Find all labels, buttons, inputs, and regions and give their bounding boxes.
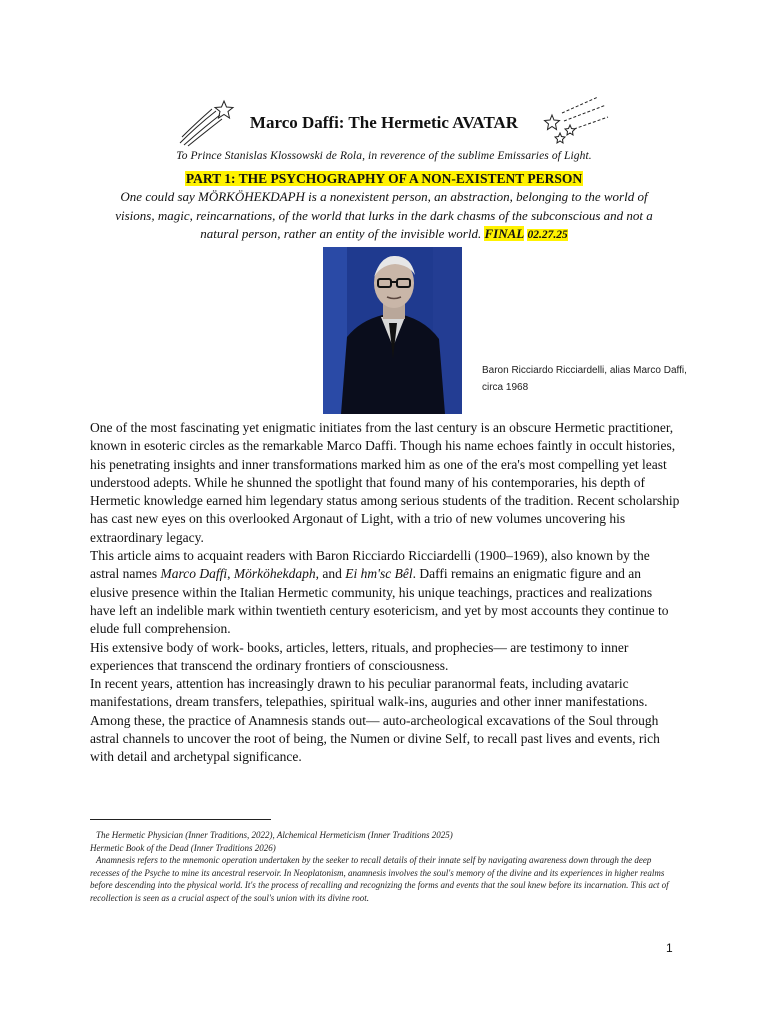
page-title: Marco Daffi: The Hermetic AVATAR [249, 113, 519, 132]
footnotes [90, 829, 680, 904]
caption-line-2: circa 1968 [482, 382, 529, 393]
astral-name-1: Marco Daffi [160, 566, 228, 582]
footnote-3: Anamnesis refers to the mnemonic operation undertaken by the seeker to recall details of their innate self by navigating awareness down through the deep recesses of the Psyche to mine its ancestral reservoir. In Neoplatonism, anamnesis involves the soul's memory of the divine and its experiences in higher realms before descending into the physical world. It's the process of recalling and recognizing the forms and events that the soul knew before its incarnation. This act of recollection is seen as a crucial aspect of the soul's union with its divine root. [90, 855, 669, 903]
astral-name-2: Mörköhekdaph [233, 566, 316, 582]
body-paragraph-3: His extensive body of work- books, articles, letters, rituals, and prophecies— are testimony to inner experiences that transcend the ordinary frontiers of consciousness. [90, 639, 629, 673]
part-heading: PART 1: THE PSYCHOGRAPHY OF A NON-EXISTENT PERSON [185, 171, 583, 186]
portrait-image [323, 247, 462, 414]
caption-line-1: Baron Ricciardo Ricciardelli, alias Marco Daffi, [482, 365, 687, 376]
page-number: 1 [666, 941, 673, 955]
body-paragraph-2 [90, 547, 680, 638]
dedication: To Prince Stanislas Klossowski de Rola, in reverence of the sublime Emissaries of Light. [176, 150, 592, 162]
footnote-2: Hermetic Book of the Dead (Inner Traditions 2026) [90, 842, 276, 853]
photo-caption [482, 362, 732, 396]
final-date: 02.27.25 [527, 229, 568, 241]
astral-name-3: Ei hm'sc Bêl [345, 566, 413, 582]
p2-sep-1: , [227, 566, 234, 582]
portrait-photo [323, 247, 462, 414]
body-paragraph-4: In recent years, attention has increasingly drawn to his peculiar paranormal feats, including avataric manifestations, dream transfers, telepathies, spiritual walk-ins, auguries and other inner manifestations. Among these, the practice of Anamnesis stands out— auto-archeological excavations of the Soul through astral channels to uncover the root of being, the Numen or divine Self, to recall past lives and events, rich with detail and archetypal significance. [90, 676, 660, 765]
intro-text: One could say MÖRKÖHEKDAPH is a nonexistent person, an abstraction, belonging to the world of visions, magic, reincarnations, of the world that lurks in the dark chasms of the subconscious and not a natural person, rather an entity of the invisible world. [115, 189, 653, 241]
p2-sep-2: , and [315, 566, 346, 582]
p2-text-after: . Daffi remains an enigmatic figure and an elusive presence within the Italian Hermetic community, his unique teachings, practices and realizations have left an indelible mark within twentieth century esotericism, and yet by most accounts they continue to elude full comprehension. [90, 566, 669, 637]
p2-text-before: This article aims to acquaint readers with Baron Ricciardo Ricciardelli (1900–1969), also known by the astral names [90, 548, 650, 582]
body-text [90, 419, 680, 767]
footnote-1: The Hermetic Physician (Inner Traditions, 2022), Alchemical Hermeticism (Inner Traditions 2025) [96, 830, 453, 840]
intro-paragraph [100, 188, 668, 245]
part-heading-wrap [0, 170, 768, 188]
body-paragraph-1: One of the most fascinating yet enigmatic initiates from the last century is an obscure Hermetic practitioner, known in esoteric circles as the remarkable Marco Daffi. Though his name echoes faintly in occult histories, his penetrating insights and inner transformations marked him as one of the era's most compelling yet least understood adepts. While he shunned the spotlight that found many of his contemporaries, his depth of Hermetic knowledge earned him legendary status among serious students of the tradition. Recent scholarship has cast new eyes on this overlooked Argonaut of Light, with a trio of new volumes uncovering his extraordinary legacy. [90, 420, 680, 545]
footnote-divider [90, 819, 271, 820]
final-label: FINAL [484, 226, 525, 241]
